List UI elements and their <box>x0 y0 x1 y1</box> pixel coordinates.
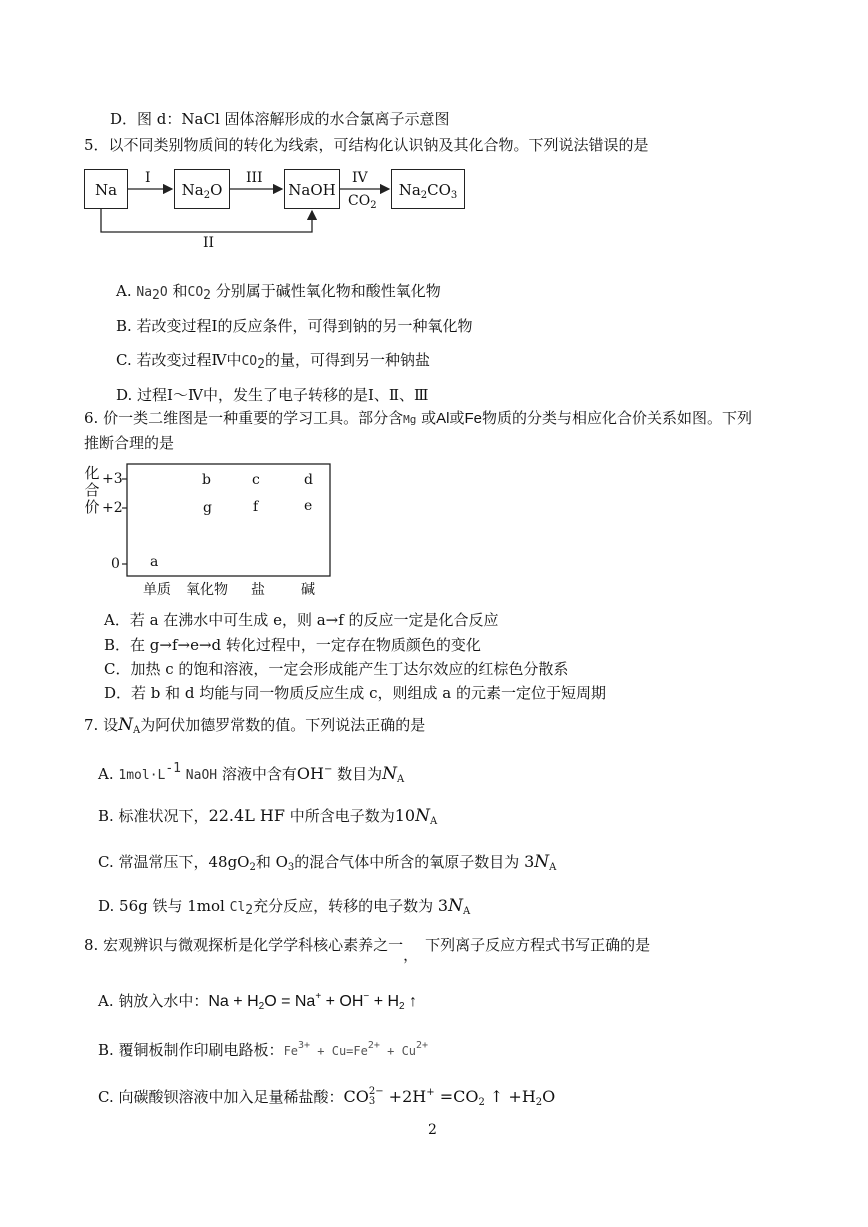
label-iii: III <box>246 170 263 186</box>
flow-box-na: Na <box>84 169 128 209</box>
flow-box-na2o: $Na_2O$ <box>174 169 230 209</box>
point-a: a <box>150 554 159 570</box>
label-i: I <box>145 170 151 186</box>
y-tick-plus3: +3 <box>102 471 123 487</box>
q8-option-b: B. 覆铜板制作印刷电路板：$Fe^{3+} + Cu=Fe^{2+} + Cu^{2+}$ <box>98 1040 429 1059</box>
flow-arrows <box>0 0 868 260</box>
arrow-ii <box>101 209 312 232</box>
q6-option-a: A．若 a 在沸水中可生成 e，则 a→f 的反应一定是化合反应 <box>104 611 499 629</box>
point-e: e <box>304 498 313 514</box>
x-tick-oxide: 氧化物 <box>186 582 228 598</box>
point-b: b <box>202 472 211 488</box>
q8-option-a: A. 钠放入水中：$Na + H_2O = Na^+ + OH^- + H_2$ ↑ <box>98 991 418 1012</box>
q6-option-d: D．若 b 和 d 均能与同一物质反应生成 c，则组成 a 的元素一定位于短周期 <box>104 684 606 702</box>
q6-stem-line2: 推断合理的是 <box>84 434 175 452</box>
point-d: d <box>304 472 313 488</box>
chart-ylabel: 化合价 <box>84 464 100 516</box>
y-tick-plus2: +2 <box>102 500 123 516</box>
q7-option-a: A. 1mol·L-1 NaOH 溶液中含有OH− 数目为$N_A$ <box>98 761 405 785</box>
q8-option-c: C. 向碳酸钡溶液中加入足量稀盐酸：CO 2− 3 $+2H^+ =CO_2$ ↑ $+H_2O$ <box>98 1086 556 1108</box>
q5-option-c: C. 若改变过程Ⅳ中CO2的量，可得到另一种钠盐 <box>116 351 430 372</box>
label-iv: IV <box>352 170 368 186</box>
q6-stem-line1: 6. 价一类二维图是一种重要的学习工具。部分含Mg 或Al或Fe物质的分类与相应化合价关系如图。下列 <box>84 409 753 427</box>
x-tick-base: 碱 <box>301 582 315 598</box>
x-tick-element: 单质 <box>143 582 171 598</box>
point-f: f <box>253 499 259 515</box>
q5-option-d: D. 过程Ⅰ～Ⅳ中，发生了电子转移的是Ⅰ、Ⅱ、Ⅲ <box>116 386 429 404</box>
q5-option-b: B. 若改变过程Ⅰ的反应条件，可得到钠的另一种氧化物 <box>116 317 473 335</box>
q5-stem: 5．以不同类别物质间的转化为线索，可结构化认识钠及其化合物。下列说法错误的是 <box>84 136 649 154</box>
page-number: 2 <box>428 1122 437 1138</box>
x-tick-salt: 盐 <box>251 582 265 598</box>
point-g: g <box>203 500 212 516</box>
flow-box-naoh: NaOH <box>284 169 340 209</box>
q7-stem: 7. 设$N_A$为阿伏加德罗常数的值。下列说法正确的是 <box>84 715 426 736</box>
q7-option-b: B. 标准状况下，22.4L HF 中所含电子数为$10N_A$ <box>98 806 438 827</box>
label-co2: $CO_2$ <box>348 193 377 211</box>
q8-stem: 8. 宏观辨识与微观探析是化学学科核心素养之一，下列离子反应方程式书写正确的是 <box>84 936 651 964</box>
q7-option-d: D. 56g 铁与 1mol Cl2充分反应，转移的电子数为 $3N_A$ <box>98 896 471 918</box>
y-tick-zero: 0 <box>111 556 120 572</box>
q7-option-c: C. 常温常压下，$48gO_2$和 $O_3$的混合气体中所含的氧原子数目为 $3N_A$ <box>98 852 557 873</box>
q6-option-c: C．加热 c 的饱和溶液，一定会形成能产生丁达尔效应的红棕色分散系 <box>104 660 569 678</box>
label-ii: II <box>203 235 215 251</box>
point-c: c <box>252 472 260 488</box>
q4-option-d: D．图 d：NaCl 固体溶解形成的水合氯离子示意图 <box>110 110 450 128</box>
q5-option-a: A. Na2O 和CO2 分别属于碱性氧化物和酸性氧化物 <box>116 282 441 303</box>
q6-option-b: B．在 g→f→e→d 转化过程中，一定存在物质颜色的变化 <box>104 636 481 654</box>
flow-box-na2co3: $Na_2CO_3$ <box>391 169 465 209</box>
